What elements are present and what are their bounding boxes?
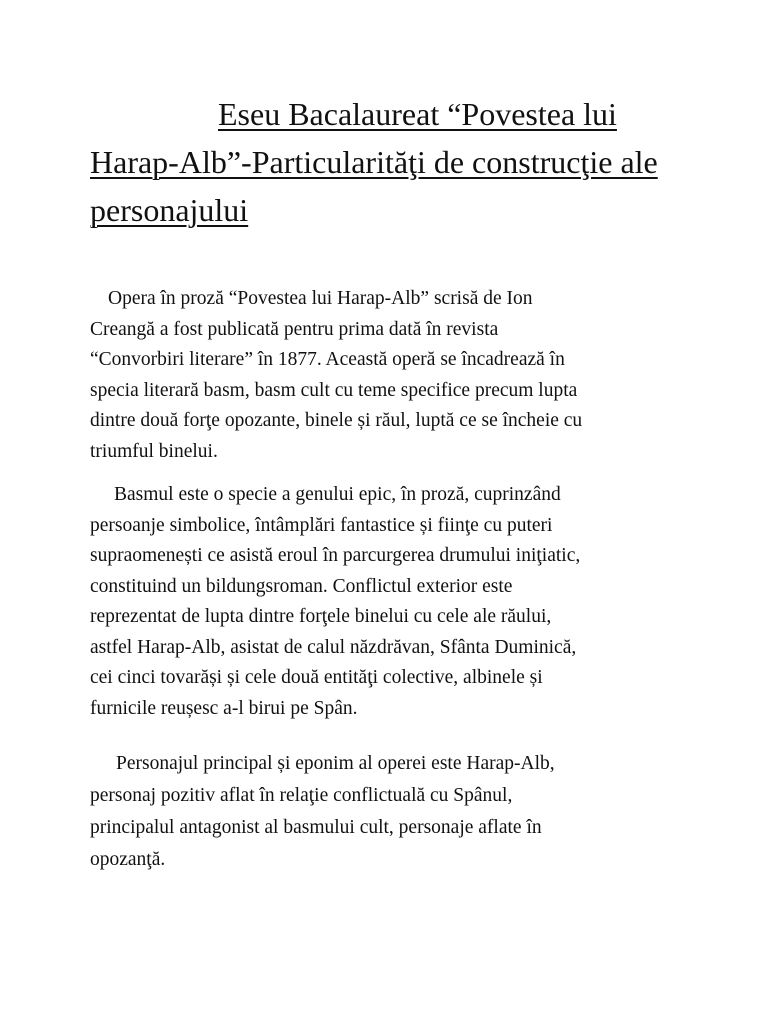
text-line: constituind un bildungsroman. Conflictul exterior este: [90, 575, 513, 597]
document-title: [90, 90, 690, 234]
text-line: principalul antagonist al basmului cult, personaje aflate în: [90, 817, 542, 838]
title-line: Harap-Alb”-Particularităţi de construcţie ale: [90, 144, 658, 180]
title-line: personajului: [90, 192, 249, 228]
paragraph-personaj: [90, 748, 680, 876]
text-line: furnicile reușesc a-l birui pe Spân.: [90, 697, 358, 719]
paragraph-intro: [90, 284, 680, 467]
text-line: astfel Harap-Alb, asistat de calul năzdrăvan, Sfânta Duminică,: [90, 636, 577, 658]
title-line: Eseu Bacalaureat “Povestea lui: [218, 96, 617, 132]
text-line: cei cinci tovarăși și cele două entităţi colective, albinele și: [90, 667, 543, 688]
text-line: specia literară basm, basm cult cu teme specifice precum lupta: [90, 379, 578, 401]
text-line: Opera în proză “Povestea lui Harap-Alb” scrisă de Ion: [108, 288, 533, 309]
text-line: Basmul este o specie a genului epic, în proză, cuprinzând: [114, 484, 561, 505]
text-line: Creangă a fost publicată pentru prima dată în revista: [90, 318, 499, 340]
text-line: opozanţă.: [90, 849, 166, 870]
text-line: personaj pozitiv aflat în relaţie conflictuală cu Spânul,: [90, 785, 513, 806]
text-line: triumful binelui.: [90, 440, 218, 462]
text-line: Personajul principal și eponim al operei este Harap-Alb,: [116, 753, 555, 774]
text-line: dintre două forţe opozante, binele și răul, luptă ce se încheie cu: [90, 410, 583, 431]
text-line: persoanje simbolice, întâmplări fantastice și fiinţe cu puteri: [90, 514, 553, 536]
text-line: reprezentat de lupta dintre forţele binelui cu cele ale răului,: [90, 606, 552, 627]
text-line: supraomenești ce asistă eroul în parcurgerea drumului iniţiatic,: [90, 545, 581, 566]
text-line: “Convorbiri literare” în 1877. Această operă se încadrează în: [90, 349, 565, 370]
paragraph-basm: [90, 480, 680, 724]
